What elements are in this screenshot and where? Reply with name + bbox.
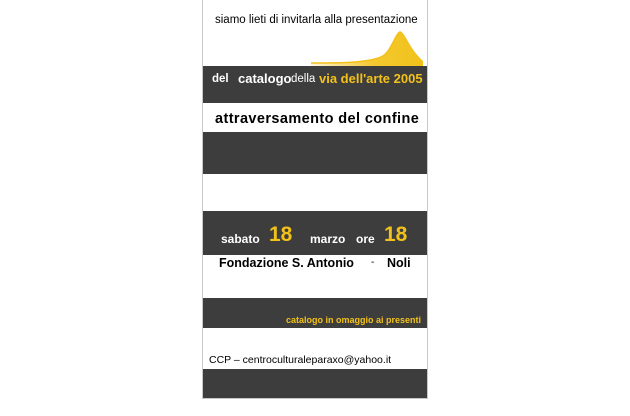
event-name: via dell'arte 2005 — [319, 71, 423, 86]
date-band — [203, 211, 427, 255]
venue-name: Fondazione S. Antonio — [219, 256, 354, 270]
event-title: attraversamento del confine — [215, 111, 420, 127]
venue-separator: - — [371, 257, 375, 268]
date-ore: ore — [356, 232, 375, 246]
invitation-card — [202, 0, 428, 399]
date-number: 18 — [269, 223, 293, 246]
date-month: marzo — [310, 232, 346, 246]
venue-city: Noli — [387, 256, 411, 270]
catalog-prefix: del — [212, 73, 229, 85]
gift-band — [203, 298, 427, 328]
dark-band-2 — [203, 132, 427, 174]
intro-text: siamo lieti di invitarla alla presentazione — [215, 14, 418, 26]
peak-graphic — [311, 26, 423, 66]
catalog-band — [203, 66, 427, 103]
catalog-word: catalogo — [238, 71, 292, 86]
date-day: sabato — [221, 232, 260, 246]
gift-note: catalogo in omaggio ai presenti — [285, 315, 421, 325]
catalog-della: della — [291, 73, 316, 85]
date-hour: 18 — [384, 223, 408, 246]
contact-info: CCP – centroculturaleparaxo@yahoo.it — [209, 354, 392, 366]
bottom-band — [203, 369, 427, 398]
